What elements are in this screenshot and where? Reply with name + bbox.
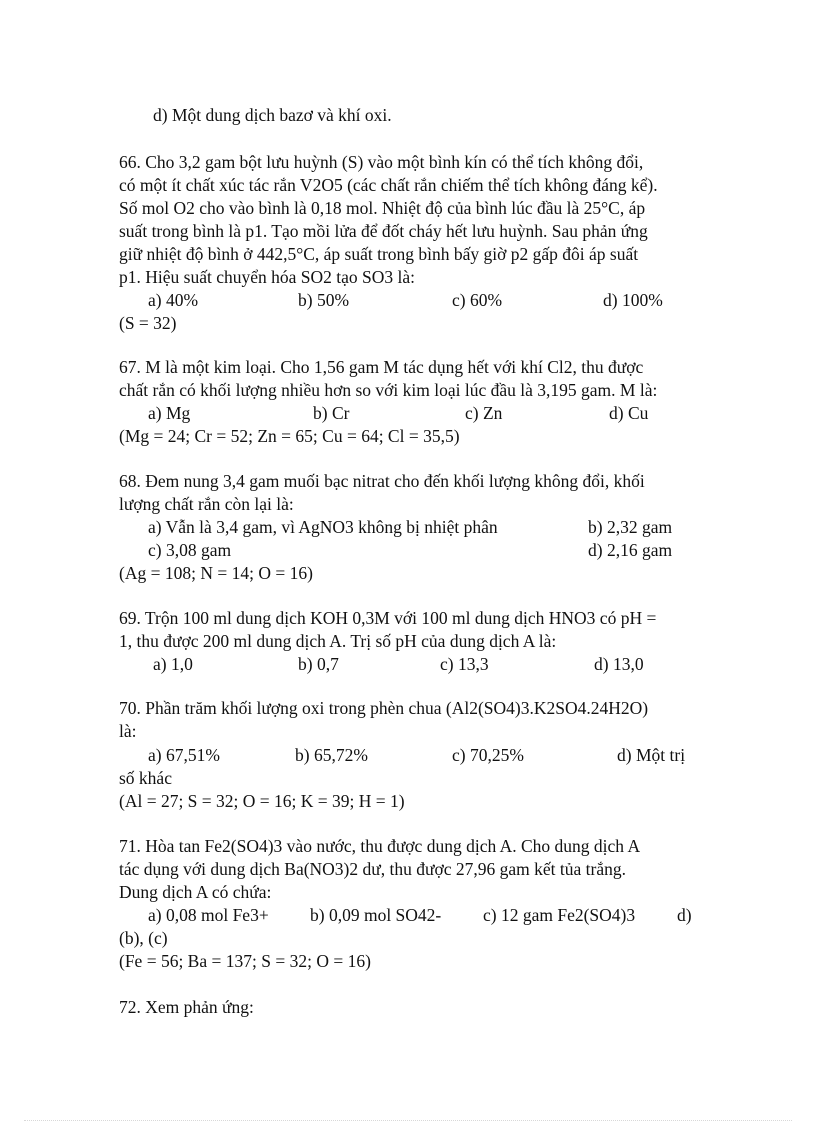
text-line: (b), (c) [119,928,168,948]
text-line: (Mg = 24; Cr = 52; Zn = 65; Cu = 64; Cl = 35,5) [119,426,460,446]
text-line: d) Một dung dịch bazơ và khí oxi. [153,105,392,125]
text-line: 71. Hòa tan Fe2(SO4)3 vào nước, thu được dung dịch A. Cho dung dịch A [119,836,641,856]
text-line: p1. Hiệu suất chuyển hóa SO2 tạo SO3 là: [119,267,415,287]
text-line: b) 2,32 gam [588,517,673,537]
text-line: (Ag = 108; N = 14; O = 16) [119,563,313,583]
text-line: Dung dịch A có chứa: [119,882,272,902]
text-line: d) [677,905,692,925]
text-line: Số mol O2 cho vào bình là 0,18 mol. Nhiệt độ của bình lúc đầu là 25°C, áp [119,198,646,218]
page-bottom-rule [24,1120,792,1121]
text-line: (Fe = 56; Ba = 137; S = 32; O = 16) [119,951,371,971]
text-line: b) 65,72% [295,745,368,765]
text-line: có một ít chất xúc tác rắn V2O5 (các chất rắn chiếm thể tích không đáng kể). [119,175,658,195]
text-line: c) 12 gam Fe2(SO4)3 [483,905,636,925]
text-line: c) 60% [452,290,503,310]
text-line: c) 70,25% [452,745,524,765]
text-line: d) Một trị [617,745,686,765]
text-line: d) 2,16 gam [588,540,673,560]
text-line: 66. Cho 3,2 gam bột lưu huỳnh (S) vào một bình kín có thể tích không đổi, [119,152,644,172]
text-line: 70. Phần trăm khối lượng oxi trong phèn chua (Al2(SO4)3.K2SO4.24H2O) [119,698,649,718]
text-line: là: [119,721,137,741]
text-line: c) 3,08 gam [148,540,232,560]
text-line: số khác [119,768,172,788]
text-line: 67. M là một kim loại. Cho 1,56 gam M tác dụng hết với khí Cl2, thu được [119,357,644,377]
text-line: b) 50% [298,290,350,310]
text-line: c) 13,3 [440,654,489,674]
text-line: 69. Trộn 100 ml dung dịch KOH 0,3M với 100 ml dung dịch HNO3 có pH = [119,608,657,628]
text-line: d) Cu [609,403,649,423]
text-line: b) Cr [313,403,350,423]
text-line: a) Mg [148,403,191,423]
text-line: b) 0,09 mol SO42- [310,905,442,925]
text-line: a) 67,51% [148,745,220,765]
text-line: a) 40% [148,290,199,310]
text-line: lượng chất rắn còn lại là: [119,494,294,514]
text-line: 1, thu được 200 ml dung dịch A. Trị số pH của dung dịch A là: [119,631,557,651]
text-line: (S = 32) [119,313,177,333]
text-line: b) 0,7 [298,654,339,674]
text-line: suất trong bình là p1. Tạo mồi lửa để đốt cháy hết lưu huỳnh. Sau phản ứng [119,221,648,241]
text-line: 68. Đem nung 3,4 gam muối bạc nitrat cho đến khối lượng không đổi, khối [119,471,645,491]
text-line: giữ nhiệt độ bình ở 442,5°C, áp suất trong bình bấy giờ p2 gấp đôi áp suất [119,244,639,264]
text-line: 72. Xem phản ứng: [119,997,254,1017]
text-line: d) 100% [603,290,663,310]
text-line: (Al = 27; S = 32; O = 16; K = 39; H = 1) [119,791,405,811]
text-line: a) 1,0 [153,654,193,674]
text-line: d) 13,0 [594,654,644,674]
text-line: chất rắn có khối lượng nhiều hơn so với kim loại lúc đầu là 3,195 gam. M là: [119,380,658,400]
text-line: c) Zn [465,403,503,423]
text-line: a) Vẫn là 3,4 gam, vì AgNO3 không bị nhiệt phân [148,517,498,537]
text-line: a) 0,08 mol Fe3+ [148,905,269,925]
text-line: tác dụng với dung dịch Ba(NO3)2 dư, thu được 27,96 gam kết tủa trắng. [119,859,626,879]
